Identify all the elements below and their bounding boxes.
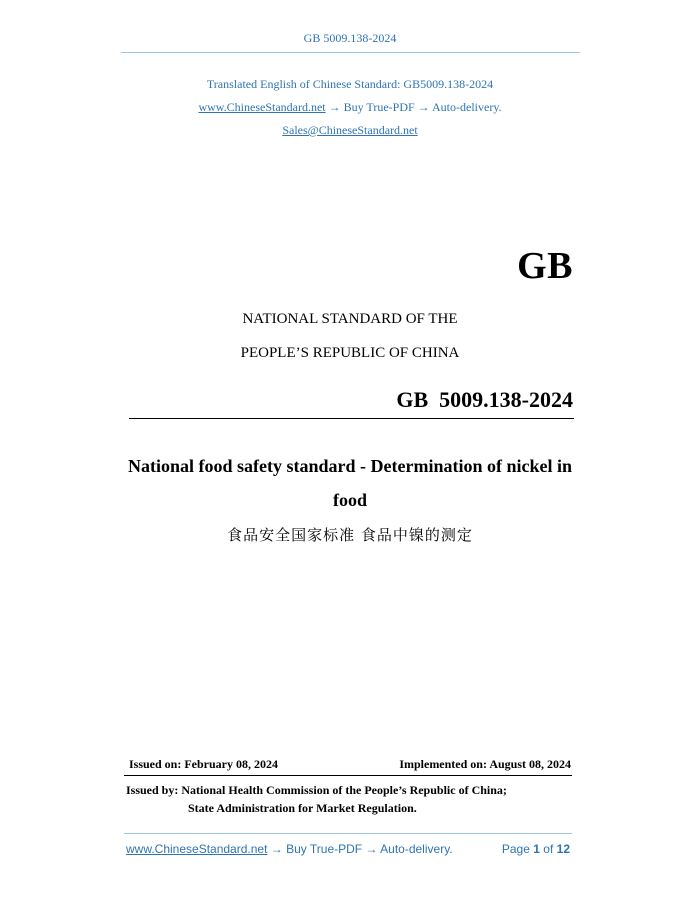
email-line — [0, 123, 700, 138]
national-standard-line2: PEOPLE’S REPUBLIC OF CHINA — [240, 345, 460, 361]
gb-logo: GB — [517, 245, 573, 287]
arrow-icon: → — [328, 100, 341, 114]
footer-site-link[interactable]: www.ChineseStandard.net — [126, 842, 268, 856]
arrow-icon: → — [417, 100, 430, 114]
page-current: 1 — [533, 842, 540, 856]
page-of: of — [543, 842, 554, 856]
page-total: 12 — [556, 842, 570, 856]
delivery-text: Auto-delivery. — [432, 100, 502, 114]
running-header: GB 5009.138-2024 — [303, 31, 397, 45]
footer-divider — [124, 833, 572, 834]
standard-number-rule — [129, 418, 574, 419]
buy-text: Buy True-PDF — [343, 100, 415, 114]
title-english-line2: food — [332, 490, 367, 510]
title-chinese: 食品安全国家标准 食品中镍的测定 — [227, 526, 473, 544]
page-label: Page — [501, 842, 530, 856]
site-link[interactable]: www.ChineseStandard.net — [198, 100, 326, 114]
translation-notice: Translated English of Chinese Standard: GB5009.138-2024 — [206, 77, 494, 91]
issued-by-line2: State Administration for Market Regulation. — [188, 801, 417, 815]
footer-delivery-text: Auto-delivery. — [380, 842, 453, 856]
implemented-on-date: Implemented on: August 08, 2024 — [399, 757, 571, 771]
issued-by-line1: Issued by: National Health Commission of the People’s Republic of China; — [126, 783, 507, 797]
arrow-icon: → — [270, 842, 283, 856]
page-indicator — [502, 842, 570, 856]
title-english-line1: National food safety standard - Determination of nickel in — [128, 456, 572, 476]
header-divider — [121, 52, 580, 53]
arrow-icon: → — [365, 842, 378, 856]
email-link[interactable]: Sales@ChineseStandard.net — [282, 123, 418, 137]
issuance-divider — [124, 775, 572, 776]
issued-on-date: Issued on: February 08, 2024 — [129, 757, 279, 771]
national-standard-line1: NATIONAL STANDARD OF THE — [242, 311, 458, 327]
standard-number: GB 5009.138-2024 — [396, 387, 573, 412]
promo-line — [0, 100, 700, 115]
footer-promo — [126, 842, 453, 856]
footer-buy-text: Buy True-PDF — [286, 842, 363, 856]
